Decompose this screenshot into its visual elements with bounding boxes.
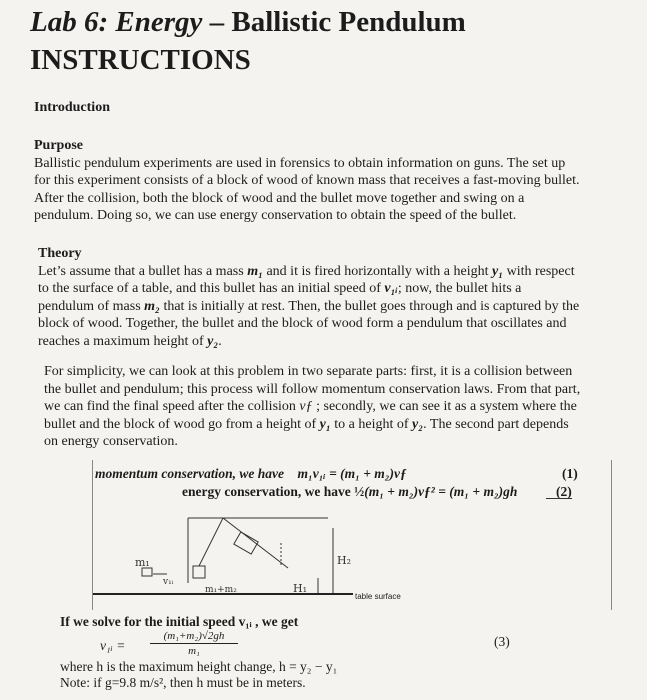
purpose-section	[34, 137, 624, 225]
lab-title-part2: – Ballistic Pendulum	[202, 6, 466, 38]
simplicity-line-5: on energy conservation.	[44, 434, 178, 449]
purpose-heading: Purpose	[34, 138, 83, 153]
rest-string	[199, 518, 223, 566]
simplicity-line-4: bullet and the block of wood go from a height of y₁ to a height of y₂. The second part depends	[44, 416, 569, 432]
diagram-h2-label: H₂	[337, 554, 352, 567]
purpose-line: for this experiment consists of a block of wood of known mass that receives a fast-moving bullet.	[34, 173, 580, 188]
momentum-equation: momentum conservation, we have m₁v₁ᵢ = (m₁ + m₂)vƒ	[95, 466, 407, 481]
rest-block	[193, 566, 205, 578]
where-text: where h is the maximum height change, h = y₂ − y₁	[60, 659, 338, 674]
simplicity-line-1: For simplicity, we can look at this problem in two separate parts: first, it is a collision between	[44, 364, 573, 379]
table-surface-label: table surface	[355, 592, 401, 601]
note-text: Note: if g=9.8 m/s², then h must be in meters.	[60, 675, 306, 690]
swung-block	[234, 532, 258, 554]
equation-number-2: (2)	[556, 484, 572, 499]
simplicity-line-2: the bullet and pendulum; this process will follow momentum conservation laws. From that part,	[44, 381, 581, 397]
bullet	[142, 568, 152, 576]
theory-heading: Theory	[38, 246, 82, 261]
theory-line-1: Let’s assume that a bullet has a mass m₁ and it is fired horizontally with a height y₁ with respect	[38, 263, 575, 279]
lab-title	[30, 4, 466, 40]
energy-equation: energy conservation, we have ½(m₁ + m₂)vƒ² = (m₁ + m₂)gh	[182, 484, 518, 499]
diagram-v1i-label: v₁ᵢ	[163, 577, 174, 587]
purpose-line: Ballistic pendulum experiments are used in forensics to obtain information on guns. The set up	[34, 155, 566, 171]
instructions-heading: INSTRUCTIONS	[30, 44, 251, 76]
lab-title-part1: Lab 6: Energy	[30, 6, 203, 38]
pendulum-string	[223, 518, 288, 568]
v1i-lhs: v₁ᵢ =	[100, 638, 126, 653]
simplicity-section	[44, 363, 634, 451]
solve-text: If we solve for the initial speed v₁ᵢ , we get	[60, 614, 299, 629]
fraction-denominator: m₁	[188, 645, 200, 657]
theory-line-3: pendulum of mass m₂ that is initially at rest. Then, the bullet goes through and is captured by the	[38, 298, 580, 314]
pendulum-diagram	[93, 508, 613, 608]
theory-line-4: block of wood. Together, the bullet and the block of wood form a pendulum that oscillates and	[38, 316, 567, 331]
fraction-numerator: (m₁+m₂)√2gh	[150, 630, 238, 644]
equation-number-1: (1)	[562, 466, 578, 481]
theory-line-2: to the surface of a table, and this bullet has an initial speed of v₁ᵢ; now, the bullet hits a	[38, 281, 522, 296]
purpose-line: pendulum. Doing so, we can use energy conservation to obtain the speed of the bullet.	[34, 208, 517, 223]
diagram-m1m2-label: m₁+m₂	[205, 585, 237, 595]
simplicity-line-3: we can find the final speed after the collision vƒ ; secondly, we can see it as a system where the	[44, 399, 577, 414]
introduction-heading: Introduction	[34, 100, 110, 115]
purpose-line: After the collision, both the block of wood and the bullet move together and swing on a	[34, 190, 525, 206]
diagram-h1-label: H₁	[293, 582, 308, 595]
v1i-fraction	[150, 630, 238, 657]
theory-line-5: reaches a maximum height of y₂.	[38, 333, 222, 349]
theory-section	[38, 245, 628, 350]
diagram-m1-label: m₁	[135, 556, 150, 569]
equation-number-3: (3)	[494, 634, 510, 649]
